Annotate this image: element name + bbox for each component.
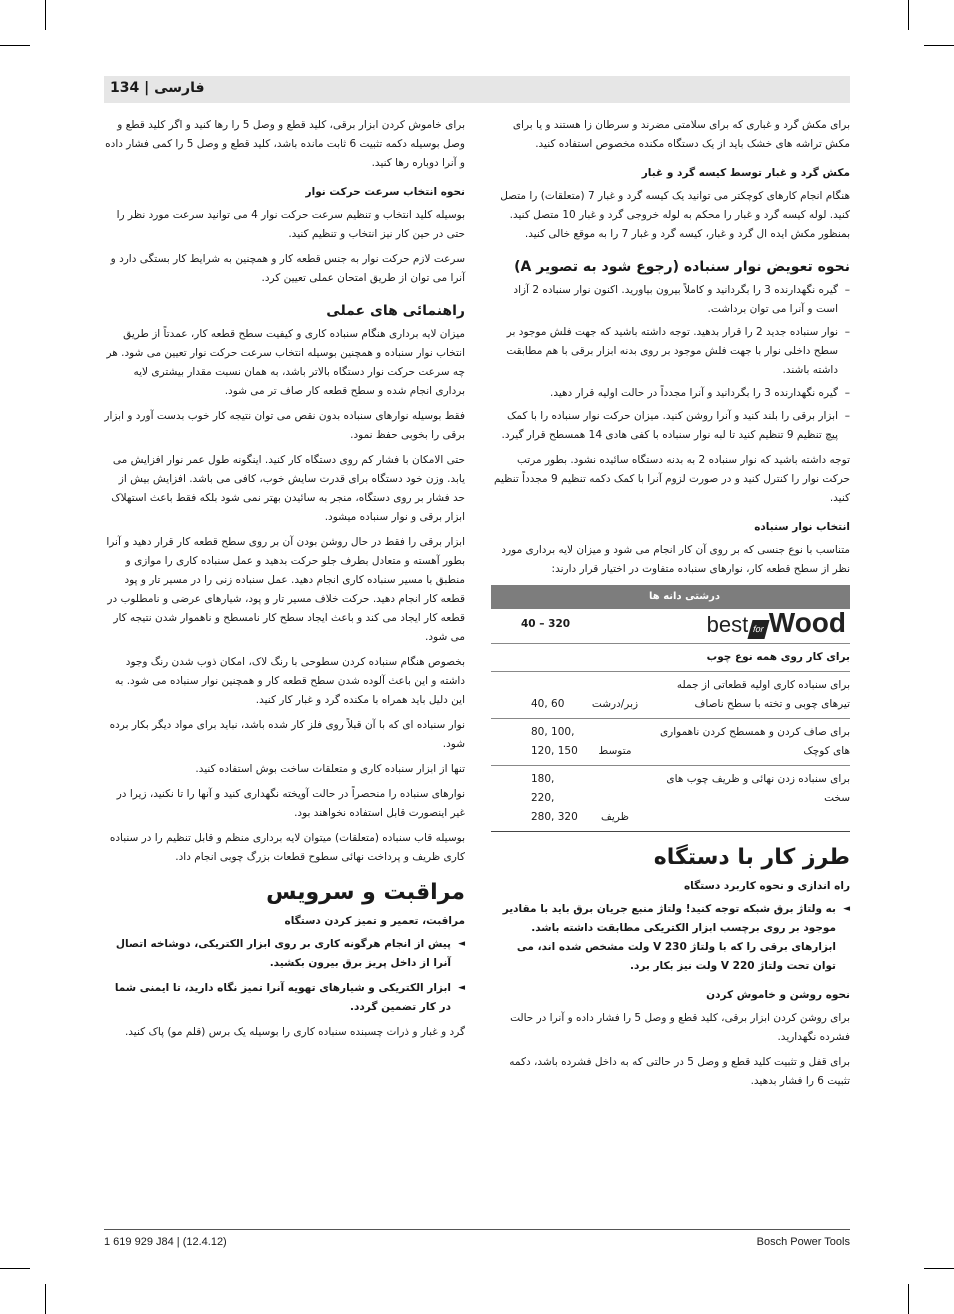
- paragraph: ابزار برقی را فقط در حال روشن بودن آن بر روی سطح قطعه کار قرار دهید و آنرا بطور آهسته و متعادل بطرف جلو حرکت بدهید و عمل سنباده کاری را موازی و منطبق با مسیر سنباده کاری انجام دهید. عمل سنباده زنی را در مسیر تار و پود قطعه کار انجام دهید. حرکت خلاف مسیر تار و پود، شیارهای عرضی و نامطلوب در قطعه کار ایجاد می کند و باعث ایجاد سطح کار نامسطح و ناهموار شدن نتیجه کار می شود.: [106, 536, 465, 643]
- subheading: نحوه روشن و خاموش کردن: [706, 989, 850, 1001]
- paragraph: توجه داشته باشید که نوار سنباده 2 به بدنه دستگاه سائیده نشود. بطور مرتب حرکت نوار را کنترل کنید و در صورت لزوم آنرا با کمک دکمه تنظیم 9 مجدداً تنظیم کنید.: [493, 454, 850, 504]
- list-item: – گیره نگهدارنده 3 را بگردانید و آنرا مجدداً در حالت اولیه قرار دهید.: [491, 384, 850, 403]
- cell-grit: 40, 60: [531, 698, 565, 710]
- footer-rule: [104, 1229, 850, 1230]
- list-item: – گیره نگهدارنده 3 را بگردانید و کاملاً بیرون بیاورید. اکنون نوار سنباده 2 آزاد است و آنرا می توان برداشت.: [491, 281, 850, 319]
- subheading: نحوه انتخاب سرعت حرکت نوار: [305, 186, 465, 198]
- subheading: انتخاب نوار سنباده: [754, 521, 850, 533]
- list-item: – نوار سنباده جدید 2 را قرار بدهید. توجه داشته باشید که جهت فلش موجود بر سطح داخلی نوار با جهت فلش موجود بر روی بدنه ابزار برقی با هم مطابقت داشته باشند.: [491, 323, 850, 380]
- table-row: [491, 719, 850, 766]
- paragraph: برای مکش گرد و غباری که برای سلامتی مضرند و سرطان زا هستند و یا برای مکش تراشه های خشک باید از یک دستگاه مکنده مخصوص استفاده کنید.: [512, 119, 850, 150]
- crop-mark: [45, 0, 46, 30]
- logo-wood: Wood: [768, 607, 846, 638]
- section-heading: نحوه تعویض نوار سنباده (رجوع شود به تصویر A): [514, 259, 850, 275]
- section-heading: راهنمائی های عملی: [326, 303, 465, 319]
- logo-grit-range: 40 – 320: [521, 618, 571, 630]
- footer-doc-number: 1 619 929 J84 | (12.4.12): [104, 1236, 227, 1248]
- paragraph: نوار سنباده ای که با آن قبلاً روی فلز کار شده باشد، نباید برای مواد دیگر بکار برده شود.: [109, 719, 465, 750]
- paragraph: هنگام انجام کارهای کوچکتر می توانید یک کیسه گرد و غبار 7 (متعلقات) را متصل کنید. لوله کیسه گرد و غبار را محکم به لوله خروجی گرد و غبار 10 متصل کنید. بمنظور مکش ایده ال گرد و غبار، کیسه گرد و غبار 7 را به موقع خالی کنید.: [500, 190, 850, 240]
- crop-mark: [0, 45, 30, 46]
- best-for-wood-logo: [706, 607, 846, 639]
- cell-application: برای سنباده کاری اولیه قطعاتی از جمله تیرهای چوبی و تخته با سطح ناصاف: [676, 679, 850, 710]
- header-bar: [104, 76, 850, 103]
- section-title: طرز کار با دستگاه: [653, 845, 850, 870]
- left-column: [104, 116, 465, 1048]
- paragraph: حتی الامکان با فشار کم روی دستگاه کار کنید. اینگونه طول عمر نوار افزایش می یابد. وزن خود دستگاه برای قدرت سایش خوب، کافی می باشد. افزایش بیش از حد فشار بر روی دستگاه، منجر به سائیدن بهتر نمی شود بلکه فقط باعث استهلاک ابزار برقی و نوار سنباده میشود.: [111, 454, 465, 523]
- logo-best: best: [706, 612, 749, 637]
- table-row: [491, 766, 850, 831]
- crop-mark: [0, 1268, 30, 1269]
- paragraph: گرد و غبار و ذرات چسبنده سنباده کاری را بوسیله یک برس (قلم مو) پاک کنید.: [124, 1026, 465, 1038]
- subheading: مراقبت، تعمیر و تمیز کردن دستگاه: [284, 915, 465, 927]
- table-row: [491, 672, 850, 719]
- cell-grit: 180, 220, 280, 320: [531, 773, 578, 823]
- table-header: درشتی دانه ها: [491, 585, 850, 609]
- paragraph: برای روشن کردن ابزار برقی، کلید قطع و وصل 5 را فشار داده و آنرا در حالت فشرده نگهدارید.: [510, 1012, 850, 1043]
- crop-mark: [924, 1268, 954, 1269]
- cell-type: زبر/درشت: [591, 698, 639, 710]
- paragraph: تنها از ابزار سنباده کاری و متعلقات ساخت بوش استفاده کنید.: [195, 763, 465, 775]
- cell-grit: 80, 100, 120, 150: [531, 726, 578, 757]
- crop-mark: [45, 1284, 46, 1314]
- right-column: [491, 116, 850, 1097]
- warning-item: ◄ ابزار الکتریکی و شیارهای تهویه آنرا تمیز نگاه دارید، تا ایمنی شما در کار تضمین گردد.: [104, 979, 465, 1017]
- footer-brand: Bosch Power Tools: [756, 1236, 850, 1248]
- warning-item: ◄ پیش از انجام هرگونه کاری بر روی ابزار الکتریکی، دوشاخه اتصال آنرا از داخل پریز برق بیرون بکشید.: [104, 935, 465, 973]
- crop-mark: [908, 0, 909, 30]
- logo-for: for: [748, 620, 770, 639]
- paragraph: متناسب با نوع جنسی که بر روی آن کار انجام می شود و میزان لایه برداری مورد نظر از سطح قطعه کار، نوارهای سنباده متفاوت در اختیار قرار دارند:: [501, 544, 850, 575]
- section-title: مراقبت و سرویس: [266, 880, 465, 905]
- subheading: مکش گرد و غبار توسط کیسه گرد و غبار: [641, 167, 850, 179]
- logo-row: [491, 609, 850, 644]
- paragraph: برای قفل و تثبیت کلید قطع و وصل 5 در حالتی که به داخل فشرده باشد، دکمه تثبیت 6 را فشار بدهید.: [509, 1056, 850, 1087]
- paragraph: فقط بوسیله نوارهای سنباده بدون نقص می توان نتیجه کار خوب بدست آورد و ابزار برقی را بخوبی حفظ نمود.: [104, 410, 465, 441]
- cell-application: برای صاف کردن و همسطح کردن ناهمواری های کوچک: [659, 726, 850, 757]
- cell-type: متوسط: [598, 745, 632, 757]
- cell-type: ظریف: [601, 811, 629, 823]
- paragraph: بوسیله قاب سنباده (متعلقات) میتوان لایه برداری منظم و قابل تنظیم را در سنباده کاری ظریف و پرداخت نهائی سطوح قطعات بزرگ چوبی انجام داد.: [109, 832, 465, 863]
- warning-item: ◄ به ولتاژ برق شبکه توجه کنید! ولتاژ منبع جریان برق باید با مقادیر موجود بر روی برچسب ابزار الکتریکی مطابقت داشته باشد. ابزارهای برقی را که با ولتاژ 230 V ولت مشخص شده اند، می توان تحت ولتاژ 220 V ولت نیز بکار برد.: [491, 900, 850, 976]
- paragraph: برای خاموش کردن ابزار برقی، کلید قطع و وصل 5 را رها کنید و اگر کلید قطع و وصل بوسیله دکمه تثبیت 6 ثابت مانده باشد، کلید قطع و وصل 5 را کمی فشار داده و آنرا دوباره رها کنید.: [105, 119, 465, 169]
- crop-mark: [908, 1284, 909, 1314]
- cell-application: برای سنباده زدن نهائی و ظریف چوب های سخت: [666, 773, 850, 804]
- sanding-belt-table: [491, 585, 850, 832]
- paragraph: بوسیله کلید انتخاب و تنظیم سرعت حرکت نوار 4 می توانید سرعت مورد نظر را حتی در حین کار نیز انتخاب و تنظیم کنید.: [116, 209, 465, 240]
- paragraph: سرعت لازم حرکت نوار به جنس قطعه کار و همچنین به شرایط کار بستگی دارد و آنرا می توان از طریق امتحان عملی تعیین کرد.: [110, 253, 465, 284]
- paragraph: بخصوص هنگام سنباده کردن سطوحی با رنگ لاک، امکان ذوب شدن رنگ وجود داشته و این باعث آلوده شدن سطح قطعه کار و همچنین نوار سنباده می شود. به این دلیل باید همراه با مکنده گرد و غبار کار کنید.: [114, 656, 465, 706]
- table-subheading: برای کار روی همه نوع چوب: [491, 644, 850, 672]
- list-item: – ابزار برقی را بلند کنید و آنرا روشن کنید. میزان حرکت نوار سنباده را با کمک پیچ تنظیم 9 تنظیم کنید تا لبه نوار سنباده با کفی هادی 14 همسطح قرار گیرد.: [491, 407, 850, 445]
- paragraph: میزان لایه برداری هنگام سنباده کاری و کیفیت سطح قطعه کار، عمدتاً از طریق انتخاب نوار سنباده و همچنین بوسیله انتخاب سرعت حرکت نوار تعیین می شود. هر چه سرعت حرکت نوار دستگاه بالاتر باشد، به همان نسبت مقدار بیشتری لایه برداری انجام شده و سطح قطعه کار صاف تر می شود.: [106, 328, 465, 397]
- paragraph: نوارهای سنباده را منحصراً در حالت آویخته نگهداری کنید و آنها را تا نکنید، زیرا در غیر اینصورت قابل استفاده نخواهند بود.: [116, 788, 465, 819]
- page-label: 134 | فارسی: [110, 80, 205, 96]
- subheading: راه اندازی و نحوه کاربرد دستگاه: [683, 880, 850, 892]
- crop-mark: [924, 45, 954, 46]
